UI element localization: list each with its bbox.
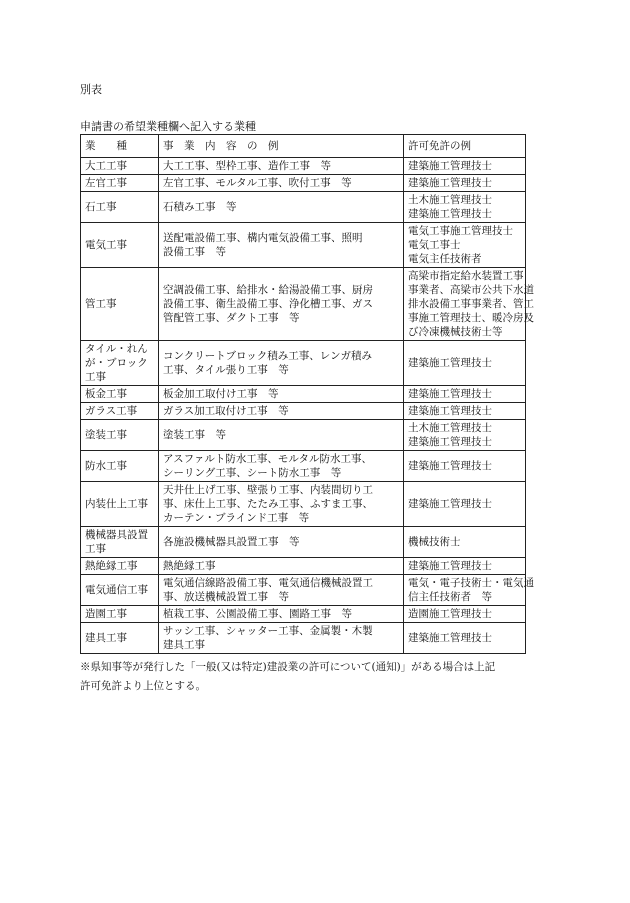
business-type-cell — [81, 223, 159, 268]
cell-text-line: 電気通信工事 — [85, 584, 148, 596]
cell-text-line: 工事 — [85, 543, 106, 555]
cell-text-line: カーテン・ブラインド工事 等 — [163, 512, 310, 524]
business-type-cell — [81, 158, 159, 175]
cell-text-line: 建築施工管理技士 — [408, 632, 492, 644]
cell-text-line: 高梁市指定給水装置工事 — [408, 270, 524, 282]
cell-text-line: 設備工事 等 — [163, 246, 226, 258]
table-row — [81, 420, 526, 451]
cell-text-line: アスファルト防水工事、モルタル防水工事、 — [163, 453, 372, 465]
business-content-cell — [159, 420, 404, 451]
license-example-cell — [404, 192, 526, 223]
table-row — [81, 451, 526, 482]
cell-text-line: 機械技術士 — [408, 536, 461, 548]
cell-text-line: 塗装工事 — [85, 429, 127, 441]
license-example-cell — [404, 482, 526, 527]
cell-text-line: 板金工事 — [85, 388, 127, 400]
business-type-cell — [81, 623, 159, 654]
cell-text-line: 設備工事、衛生設備工事、浄化槽工事、ガス — [163, 298, 373, 310]
table-row — [81, 575, 526, 606]
cell-text-line: 各施設機械器具設置工事 等 — [163, 536, 300, 548]
cell-text-line: 土木施工管理技士 — [408, 422, 492, 434]
attachment-label: 別表 — [80, 83, 102, 96]
cell-text-line: 熱絶縁工事 — [163, 560, 216, 572]
cell-text-line: 電気・電子技術士・電気通 — [408, 577, 534, 589]
business-content-cell — [159, 341, 404, 386]
cell-text-line: 大工工事 — [85, 160, 127, 172]
cell-text-line: 石積み工事 等 — [163, 201, 237, 213]
business-content-cell — [159, 606, 404, 623]
cell-text-line: 造園工事 — [85, 608, 127, 620]
license-example-cell — [404, 268, 534, 341]
table-header-row — [81, 135, 526, 158]
cell-text-line: 電気工事施工管理技士 — [408, 225, 513, 237]
business-content-cell — [159, 527, 404, 558]
business-content-cell — [159, 451, 404, 482]
cell-text-line: 建築施工管理技士 — [408, 405, 492, 417]
cell-text-line: 工事 — [85, 371, 106, 383]
cell-text-line: 天井仕上げ工事、壁張り工事、内装間切り工 — [163, 484, 373, 496]
business-type-cell — [81, 451, 159, 482]
business-type-cell — [81, 192, 159, 223]
cell-text-line: 建築施工管理技士 — [408, 160, 492, 172]
cell-text-line: 塗装工事 等 — [163, 429, 226, 441]
license-example-cell — [404, 223, 526, 268]
table-row — [81, 558, 526, 575]
cell-text-line: 電気工事士 — [408, 239, 461, 251]
cell-text-line: 電気工事 — [85, 239, 127, 251]
cell-text-line: 石工事 — [85, 201, 117, 213]
table-row — [81, 482, 526, 527]
cell-text-line: 板金加工取付け工事 等 — [163, 388, 279, 400]
business-type-cell — [81, 527, 159, 558]
cell-text-line: 建築施工管理技士 — [408, 460, 492, 472]
table-caption: 申請書の希望業種欄へ記入する業種 — [80, 120, 256, 133]
cell-text-line: 電気主任技術者 — [408, 253, 482, 265]
cell-text-line: 内装仕上工事 — [85, 498, 148, 510]
business-content-cell — [159, 482, 404, 527]
table-row — [81, 175, 526, 192]
cell-text-line: 建築施工管理技士 — [408, 177, 492, 189]
table-row — [81, 341, 526, 386]
cell-text-line: 排水設備工事事業者、管工 — [408, 298, 534, 310]
business-content-cell — [159, 223, 404, 268]
table-row — [81, 527, 526, 558]
cell-text-line: 送配電設備工事、構内電気設備工事、照明 — [163, 232, 363, 244]
license-example-cell — [404, 575, 534, 606]
business-type-cell — [81, 482, 159, 527]
business-content-cell — [159, 558, 404, 575]
license-example-cell — [404, 403, 526, 420]
license-example-cell — [404, 558, 526, 575]
cell-text-line: 建具工事 — [163, 639, 205, 651]
cell-text-line: が・ブロック — [85, 357, 148, 369]
cell-text-line: 建築施工管理技士 — [408, 357, 492, 369]
business-type-cell — [81, 606, 159, 623]
cell-text-line: 大工工事、型枠工事、造作工事 等 — [163, 160, 331, 172]
license-example-cell — [404, 420, 526, 451]
cell-text-line: タイル・れん — [85, 343, 148, 355]
cell-text-line: サッシ工事、シャッター工事、金属製・木製 — [163, 625, 373, 637]
cell-text-line: 管工事 — [85, 298, 117, 310]
cell-text-line: ガラス加工取付け工事 等 — [163, 405, 289, 417]
cell-text-line: 事業者、高梁市公共下水道 — [408, 284, 534, 296]
cell-text-line: 信主任技術者 等 — [408, 591, 492, 603]
cell-text-line: 空調設備工事、給排水・給湯設備工事、厨房 — [163, 284, 373, 296]
cell-text-line: 建具工事 — [85, 632, 127, 644]
business-type-cell — [81, 341, 159, 386]
cell-text-line: 建築施工管理技士 — [408, 498, 492, 510]
cell-text-line: 電気通信線路設備工事、電気通信機械設置工 — [163, 577, 373, 589]
business-types-table — [80, 134, 534, 654]
business-content-cell — [159, 623, 404, 654]
business-type-cell — [81, 268, 159, 341]
cell-text-line: 植栽工事、公園設備工事、園路工事 等 — [163, 608, 352, 620]
header-business-type: 業 種 — [81, 135, 159, 158]
cell-text-line: 建築施工管理技士 — [408, 388, 492, 400]
cell-text-line: 機械器具設置 — [85, 529, 148, 541]
cell-text-line: 左官工事、モルタル工事、吹付工事 等 — [163, 177, 352, 189]
license-example-cell — [404, 623, 526, 654]
cell-text-line: 管配管工事、ダクト工事 等 — [163, 312, 300, 324]
cell-text-line: コンクリートブロック積み工事、レンガ積み — [163, 350, 373, 362]
cell-text-line: 工事、タイル張り工事 等 — [163, 364, 289, 376]
business-type-cell — [81, 386, 159, 403]
license-example-cell — [404, 527, 526, 558]
license-example-cell — [404, 451, 526, 482]
cell-text-line: 事施工管理技士、暖冷房及 — [408, 312, 534, 324]
business-type-cell — [81, 420, 159, 451]
table-row — [81, 403, 526, 420]
business-content-cell — [159, 575, 404, 606]
business-type-cell — [81, 575, 159, 606]
table-row — [81, 192, 526, 223]
license-example-cell — [404, 341, 526, 386]
business-type-cell — [81, 403, 159, 420]
cell-text-line: シーリング工事、シート防水工事 等 — [163, 467, 342, 479]
business-type-cell — [81, 558, 159, 575]
cell-text-line: 事、床仕上工事、たたみ工事、ふすま工事、 — [163, 498, 373, 510]
table-row — [81, 606, 526, 623]
business-content-cell — [159, 175, 404, 192]
cell-text-line: 左官工事 — [85, 177, 127, 189]
cell-text-line: 建築施工管理技士 — [408, 208, 492, 220]
table-row — [81, 158, 526, 175]
business-content-cell — [159, 403, 404, 420]
business-content-cell — [159, 192, 404, 223]
footnote-line: 許可免許より上位とする。 — [80, 680, 206, 692]
business-content-cell — [159, 386, 404, 403]
header-business-content: 事 業 内 容 の 例 — [159, 135, 404, 158]
license-example-cell — [404, 386, 526, 403]
business-type-cell — [81, 175, 159, 192]
cell-text-line: 建築施工管理技士 — [408, 436, 492, 448]
business-content-cell — [159, 158, 404, 175]
table-row — [81, 623, 526, 654]
license-example-cell — [404, 606, 526, 623]
cell-text-line: 土木施工管理技士 — [408, 194, 492, 206]
table-row — [81, 268, 526, 341]
cell-text-line: ガラス工事 — [85, 405, 138, 417]
business-content-cell — [159, 268, 404, 341]
table-row — [81, 223, 526, 268]
cell-text-line: 建築施工管理技士 — [408, 560, 492, 572]
cell-text-line: 事、放送機械設置工事 等 — [163, 591, 289, 603]
license-example-cell — [404, 175, 526, 192]
header-license-examples: 許可免許の例 — [404, 135, 526, 158]
cell-text-line: 造園施工管理技士 — [408, 608, 492, 620]
footnote — [80, 658, 530, 696]
license-example-cell — [404, 158, 526, 175]
cell-text-line: び冷凍機械技術士等 — [408, 326, 503, 338]
cell-text-line: 熱絶縁工事 — [85, 560, 138, 572]
cell-text-line: 防水工事 — [85, 460, 127, 472]
table-row — [81, 386, 526, 403]
footnote-line: ※県知事等が発行した「一般(又は特定)建設業の許可について(通知)」がある場合は上記 — [80, 661, 496, 673]
